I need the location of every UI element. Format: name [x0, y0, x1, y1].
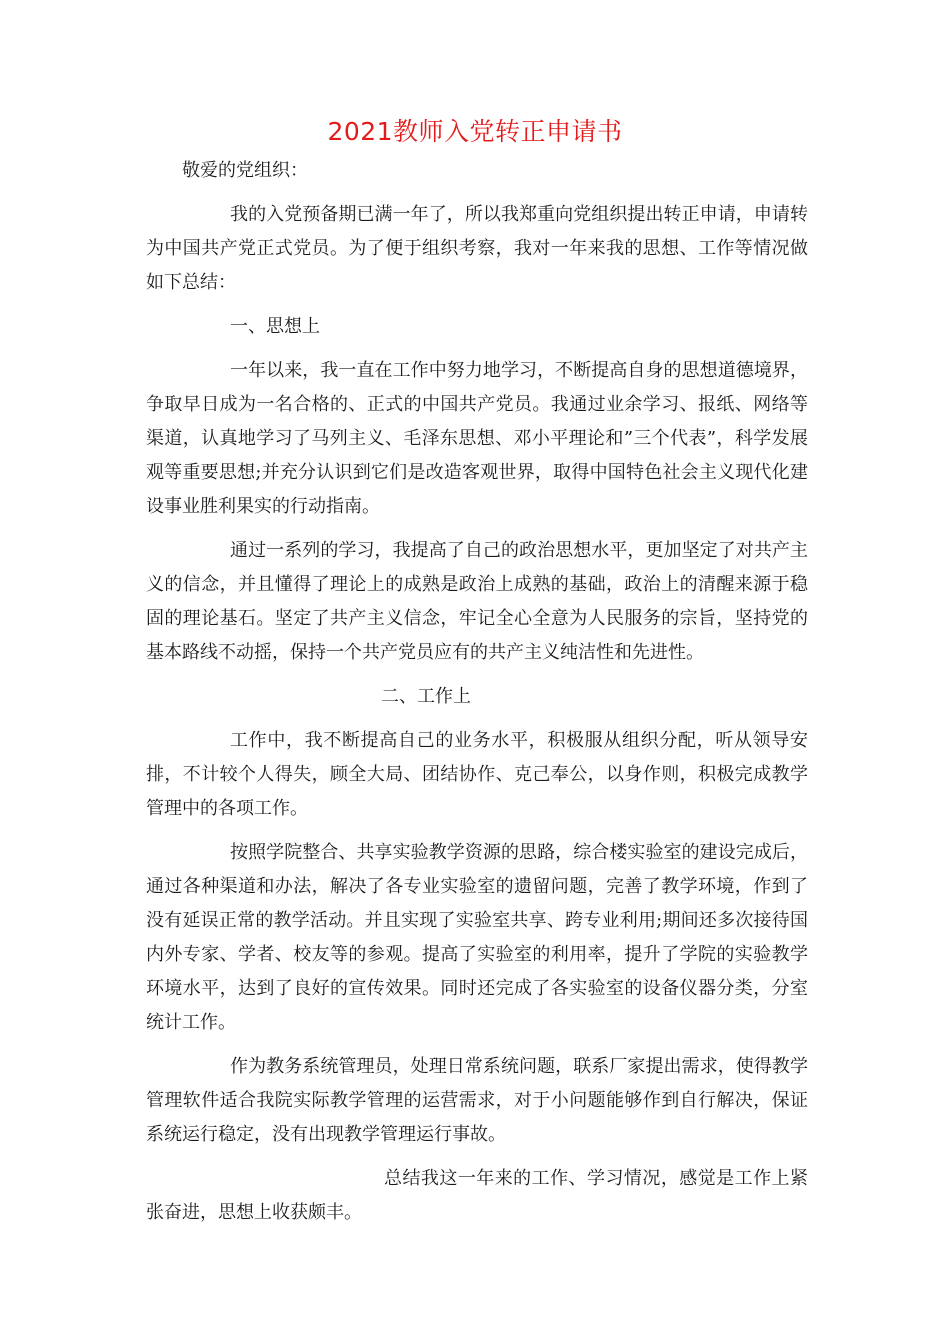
paragraph-work-1: 工作中，我不断提高自己的业务水平，积极服从组织分配，听从领导安排，不计较个人得失，顾全大局、团结协作、克己奉公，以身作则，积极完成教学管理中的各项工作。 [146, 730, 808, 819]
section-heading-work: 二、工作上 [381, 686, 471, 707]
paragraph-work-2: 按照学院整合、共享实验教学资源的思路，综合楼实验室的建设完成后，通过各种渠道和办法，解决了各专业实验室的遗留问题，完善了教学环境，作到了没有延误正常的教学活动。并且实现了实验室共享、跨专业利用;期间还多次接待国内外专家、学者、校友等的参观。提高了实验室的利用率，提升了学院的实验教学环境水平，达到了良好的宣传效果。同时还完成了各实验室的设备仪器分类，分室统计工作。 [146, 842, 808, 1033]
paragraph-work-3: 作为教务系统管理员，处理日常系统问题，联系厂家提出需求，使得教学管理软件适合我院实际教学管理的运营需求，对于小问题能够作到自行解决，保证系统运行稳定，没有出现教学管理运行事故。 [146, 1056, 808, 1145]
document-body [146, 154, 808, 1230]
paragraph-intro: 我的入党预备期已满一年了，所以我郑重向党组织提出转正申请，申请转为中国共产党正式党员。为了便于组织考察，我对一年来我的思想、工作等情况做如下总结： [146, 204, 808, 293]
section-heading-ideology: 一、思想上 [230, 316, 320, 337]
paragraph-ideology-1: 一年以来，我一直在工作中努力地学习，不断提高自身的思想道德境界，争取早日成为一名合格的、正式的中国共产党员。我通过业余学习、报纸、网络等渠道，认真地学习了马列主义、毛泽东思想、邓小平理论和”三个代表”，科学发展观等重要思想;并充分认识到它们是改造客观世界，取得中国特色社会主义现代化建设事业胜利果实的行动指南。 [146, 360, 808, 517]
greeting: 敬爱的党组织： [182, 160, 308, 181]
document-title: 2021教师入党转正申请书 [327, 117, 623, 146]
paragraph-ideology-2: 通过一系列的学习，我提高了自己的政治思想水平，更加坚定了对共产主义的信念，并且懂得了理论上的成熟是政治上成熟的基础，政治上的清醒来源于稳固的理论基石。坚定了共产主义信念，牢记全心全意为人民服务的宗旨，坚持党的基本路线不动摇，保持一个共产党员应有的共产主义纯洁性和先进性。 [146, 540, 808, 663]
paragraph-summary: 总结我这一年来的工作、学习情况，感觉是工作上紧张奋进，思想上收获颇丰。 [146, 1168, 808, 1223]
